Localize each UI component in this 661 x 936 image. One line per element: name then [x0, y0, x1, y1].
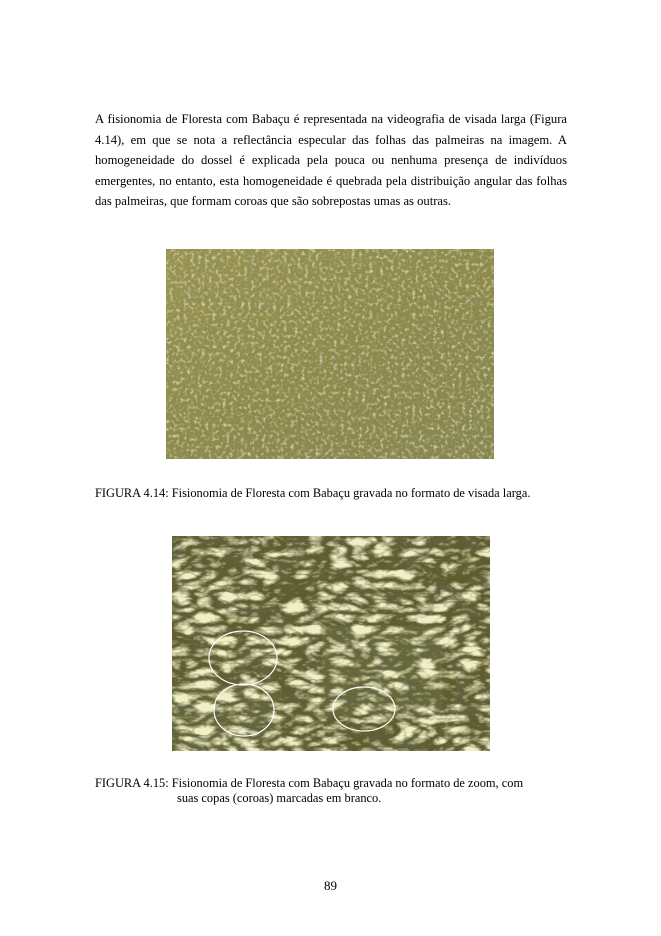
figure-4-15-caption-line-2: suas copas (coroas) marcadas em branco.	[177, 791, 382, 805]
figure-4-15-caption-line-1: FIGURA 4.15: Fisionomia de Floresta com Babaçu gravada no formato de zoom, com	[95, 776, 524, 790]
figure-4-15-zoom-view-image	[172, 536, 490, 751]
zoom-view-canopy-photo	[172, 536, 490, 751]
page-number: 89	[324, 878, 337, 893]
wide-view-canopy-photo	[166, 249, 494, 459]
figure-4-14-caption: FIGURA 4.14: Fisionomia de Floresta com Babaçu gravada no formato de visada larga.	[95, 486, 531, 500]
body-paragraph: A fisionomia de Floresta com Babaçu é representada na videografia de visada larga (Figura 4.14), em que se nota a reflectância especular das folhas das palmeiras na imagem. A homogeneidade do dossel é explicada pela pouca ou nenhuma presença de indivíduos emergentes, no entanto, esta homogeneidade é quebrada pela distribuição angular das folhas das palmeiras, que formam coroas que são sobrepostas umas as outras.	[95, 112, 567, 209]
figure-4-14-wide-view-image	[166, 249, 494, 459]
